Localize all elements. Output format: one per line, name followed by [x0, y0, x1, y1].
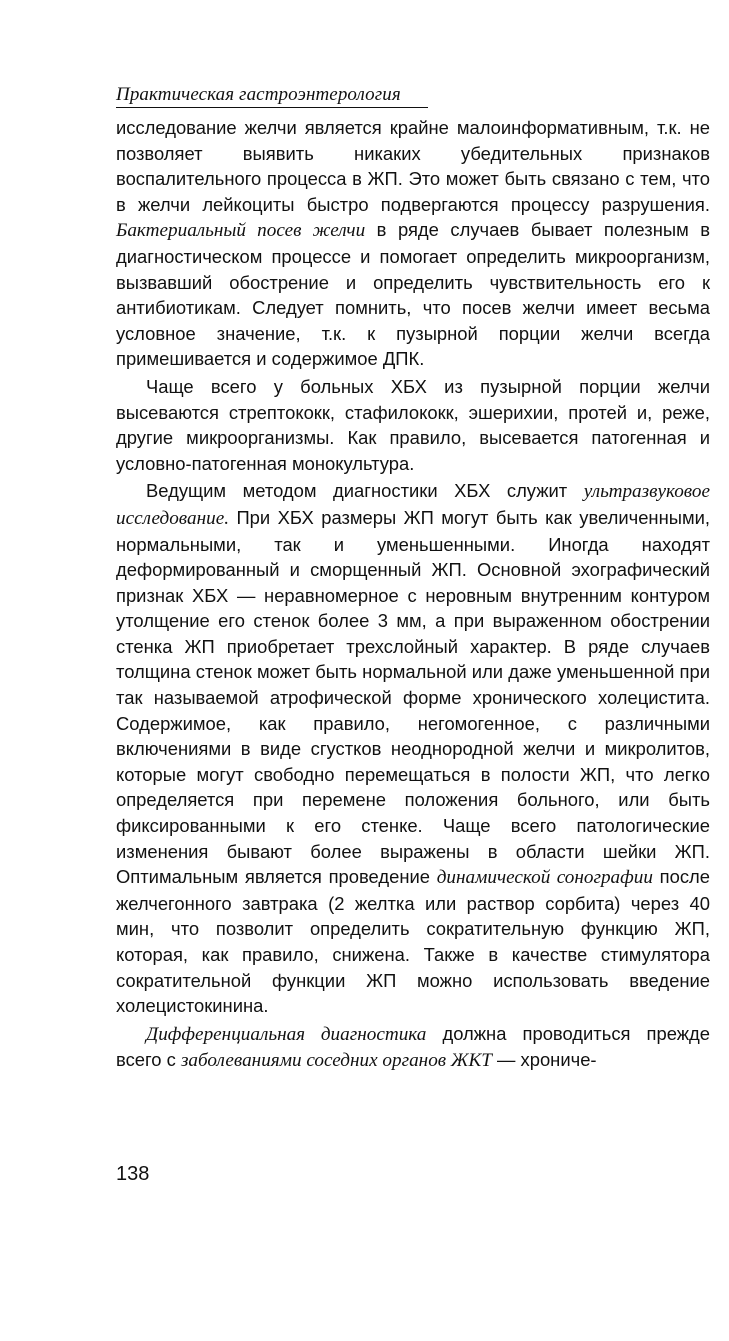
page-number: 138: [116, 1163, 150, 1185]
italic-term: ультразвуковое исследование.: [116, 481, 710, 529]
text-segment: Чаще всего у больных ХБХ из пузырной порции желчи высеваются стрептококк, стафилококк, эшерихии, протей и, реже, другие микроорганизмы. Как правило, высевается патогенная и условно-патогенная монокультура.: [116, 375, 710, 474]
running-title: Практическая гастроэнтерология: [116, 83, 428, 108]
paragraph-3: [116, 478, 710, 1018]
paragraph-4: [116, 1021, 710, 1074]
text-segment: в ряде случаев бывает полезным в диагностическом процессе и помогает определить микроорганизм, вызвавший обострение и определить чувствительность его к антибиотикам. Следует помнить, что посев желчи имеет весьма условное значение, т.к. к пузырной порции желчи всегда примешивается и содержимое ДПК.: [116, 219, 710, 370]
italic-term: заболеваниями соседних органов ЖКТ: [180, 1050, 492, 1072]
text-segment: после желчегонного завтрака (2 желтка или раствор сорбита) через 40 мин, что позволит определить сократительную функцию ЖП, которая, как правило, снижена. Также в качестве стимулятора сократительной функции ЖП можно использовать введение холецистокинина.: [116, 866, 711, 1017]
text-segment: — хрониче-: [491, 1049, 597, 1071]
text-segment: исследование желчи является крайне малоинформативным, т.к. не позволяет выявить никаких убедительных признаков воспалительного процесса в ЖП. Это может быть связано с тем, что в желчи лейкоциты быстро подвергаются процессу разрушения.: [116, 117, 710, 215]
paragraph-1: [116, 115, 710, 372]
italic-term: динамической сонографии: [436, 867, 653, 889]
text-segment: Ведущим методом диагностики ХБХ служит: [146, 480, 584, 502]
text-segment: должна проводиться прежде всего с: [116, 1022, 710, 1071]
text-segment: При ХБХ размеры ЖП могут быть как увеличенными, нормальными, так и уменьшенными. Иногда находят деформированный и сморщенный ЖП. Основной эхографический признак ХБХ — неравномерное с неровным внутренним контуром утолщение его стенок более 3 мм, а при выраженном обострении стенка ЖП приобретает трехслойный характер. В ряде случаев толщина стенок может быть нормальной или даже уменьшенной при так называемой атрофической форме хронического холецистита. Содержимое, как правило, негомогенное, с различными включениями в виде сгустков неоднородной желчи и микролитов, которые могут свободно перемещаться в полости ЖП, что легко определяется при перемене положения больного, или быть фиксированными к его стенке. Чаще всего патологические изменения бывают более выражены в области шейки ЖП. Оптимальным является проведение: [116, 506, 710, 888]
paragraph-2: [116, 374, 710, 476]
italic-term: Дифференциальная диагностика: [146, 1023, 427, 1045]
italic-term: Бактериальный посев желчи: [116, 220, 366, 242]
body-text: [116, 115, 710, 1074]
